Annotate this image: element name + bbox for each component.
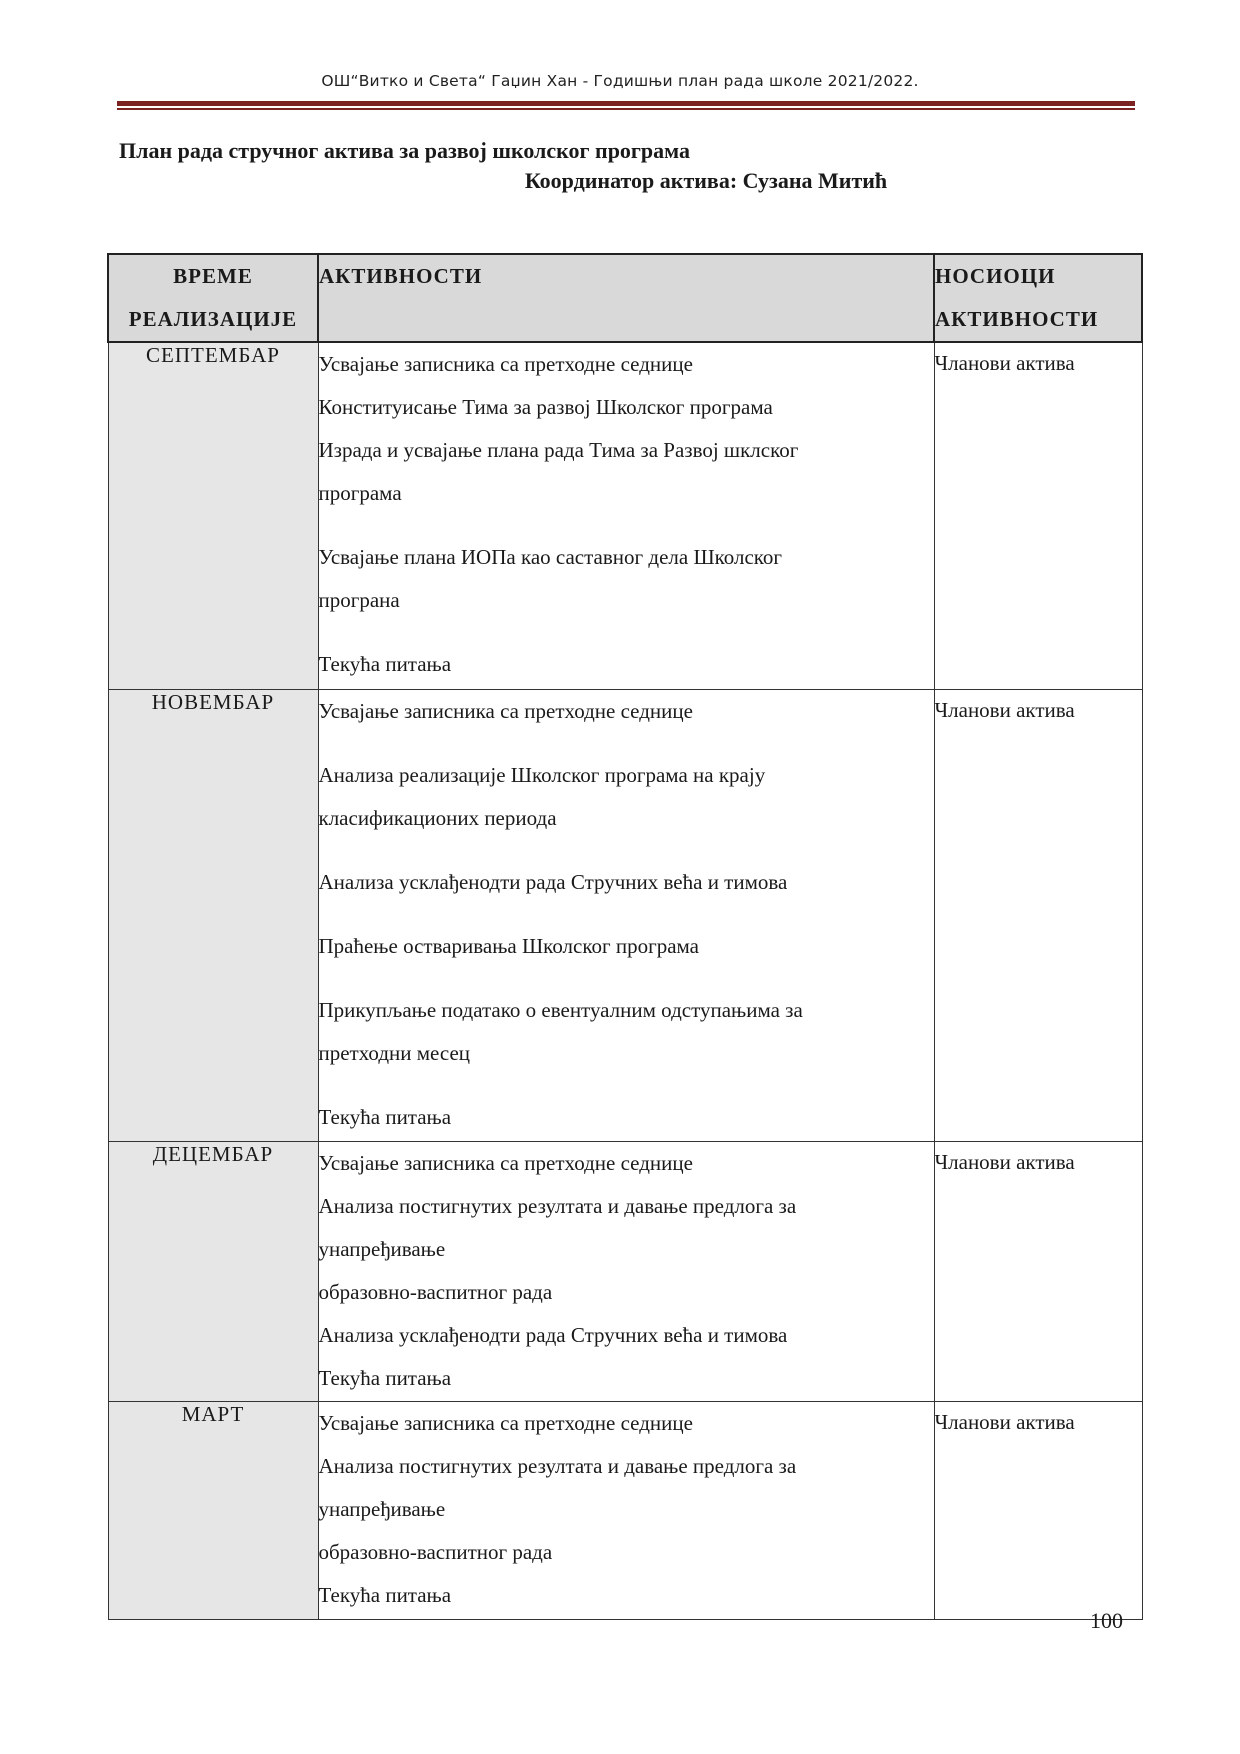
activity-item-continued: образовно-васпитног рада [318,1279,553,1304]
activity-item: Анализа постигнутих резултата и давање предлога за [318,1193,797,1218]
activity-item: Текућа питања [318,652,452,676]
table-header-row [108,254,1142,342]
activity-item-continued: унапређивање [318,1236,446,1261]
activities-cell [318,342,934,689]
activity-item: Усвајање записника са претходне седнице [318,1150,693,1175]
activity-item: Усвајање записника са претходне седнице [318,352,693,376]
activities-cell [318,1141,934,1401]
header-rule-thin [117,108,1135,110]
coordinator-line: Координатор актива: Сузана Митић [524,168,888,193]
bearer-text: Чланови актива [934,1409,1075,1434]
bearer-text: Чланови актива [934,697,1075,722]
activity-item: Усвајање плана ИОПа као саставног дела Школског [318,545,783,569]
activity-item: Анализа реализације Школског програма на крају [318,762,766,787]
document-title: План рада стручног актива за развој школског програма [119,138,690,163]
activity-item-continued: програма [318,481,402,505]
bearer-cell [934,1141,1142,1401]
activity-item: Анализа постигнутих резултата и давање предлога за [318,1453,797,1478]
table-row [108,689,1142,1141]
bearer-cell [934,342,1142,689]
activity-item-continued: унапређивање [318,1496,446,1521]
column-header-bearers [934,254,1142,342]
page-number: 100 [1090,1608,1123,1633]
month-cell: МАРТ [108,1401,318,1619]
activity-item: Израда и усвајање плана рада Тима за Развој шклског [318,438,799,462]
table-row [108,1141,1142,1401]
activities-cell [318,1401,934,1619]
activity-item: Усвајање записника са претходне седнице [318,698,693,723]
bearer-text: Чланови актива [934,1149,1075,1174]
activity-item-continued: образовно-васпитног рада [318,1539,553,1564]
activity-item-continued: програна [318,588,400,612]
activity-item: Усвајање записника са претходне седнице [318,1410,693,1435]
activity-item: Текућа питања [318,1582,452,1607]
page-header: ОШ“Витко и Света“ Гаџин Хан - Годишњи план рада школе 2021/2022. [321,72,919,90]
activity-item-continued: класификационих периода [318,805,557,830]
column-header-time-line1: ВРЕМЕ [173,264,253,288]
activity-item: Текућа питања [318,1365,452,1390]
activity-item: Анализа усклађенодти рада Стручних већа и тимова [318,869,788,894]
table-row [108,1401,1142,1619]
activities-cell [318,689,934,1141]
column-header-bearers-line1: НОСИОЦИ [935,264,1056,288]
column-header-bearers-line2: АКТИВНОСТИ [935,307,1099,331]
header-rule-thick [117,101,1135,106]
table-row [108,342,1142,689]
activity-item: Текућа питања [318,1104,452,1129]
column-header-activities [318,254,934,342]
bearer-cell [934,1401,1142,1619]
bearer-text: Чланови актива [934,351,1075,375]
activity-plan-table [107,253,1143,1620]
month-cell: ДЕЦЕМБАР [108,1141,318,1401]
column-header-time-line2: РЕАЛИЗАЦИЈЕ [128,307,298,331]
column-header-time [108,254,318,342]
bearer-cell [934,689,1142,1141]
activity-item-continued: претходни месец [318,1040,471,1065]
activity-item: Прикупљање податако о евентуалним одступањима за [318,997,803,1022]
column-header-activities-label: АКТИВНОСТИ [319,264,483,288]
activity-item: Праћење остваривања Школског програма [318,933,699,958]
activity-item: Конституисање Тима за развој Школског програма [318,395,773,419]
activity-item: Анализа усклађенодти рада Стручних већа и тимова [318,1322,788,1347]
month-cell: СЕПТЕМБАР [108,342,318,689]
month-cell: НОВЕМБАР [108,689,318,1141]
